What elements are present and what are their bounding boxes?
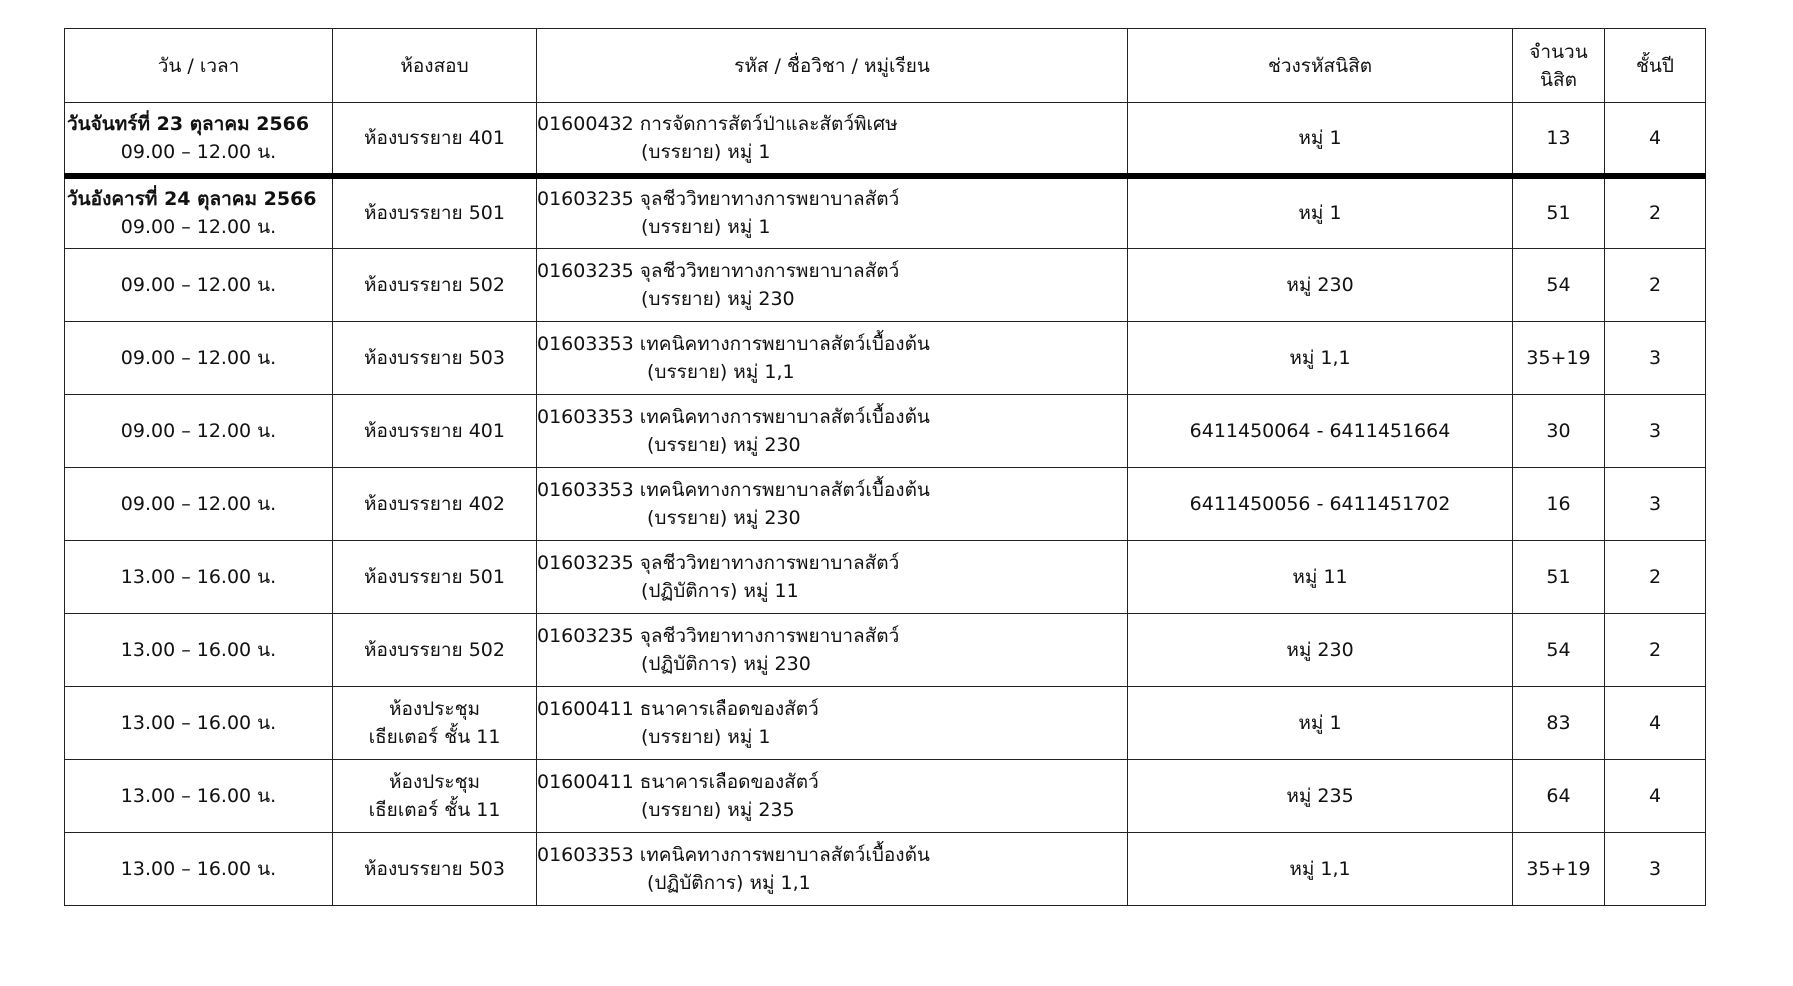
year-cell: 2 <box>1605 614 1706 687</box>
table-row <box>65 468 1706 541</box>
course-code-name: 01600411 ธนาคารเลือดของสัตว์ <box>537 698 819 720</box>
exam-time: 09.00 – 12.00 น. <box>120 347 277 369</box>
course-section: (ปฏิบัติการ) หมู่ 11 <box>641 580 799 602</box>
year-cell: 2 <box>1605 249 1706 322</box>
course-cell <box>537 249 1128 322</box>
exam-date: วันจันทร์ที่ 23 ตุลาคม 2566 <box>67 112 310 135</box>
id-range-cell: หมู่ 1 <box>1128 176 1513 249</box>
room-cell <box>333 760 537 833</box>
header-count-line1: จำนวน <box>1529 40 1588 63</box>
id-range-cell: หมู่ 230 <box>1128 249 1513 322</box>
room-cell <box>333 249 537 322</box>
room-name: ห้องประชุม <box>388 698 481 720</box>
datetime-cell <box>65 395 333 468</box>
exam-time: 09.00 – 12.00 น. <box>120 274 277 296</box>
course-code-name: 01603353 เทคนิคทางการพยาบาลสัตว์เบื้องต้น <box>537 844 930 866</box>
course-code-name: 01603353 เทคนิคทางการพยาบาลสัตว์เบื้องต้น <box>537 479 930 501</box>
exam-time: 09.00 – 12.00 น. <box>120 140 277 163</box>
room-cell <box>333 395 537 468</box>
datetime-cell <box>65 468 333 541</box>
course-cell <box>537 687 1128 760</box>
course-section: (บรรยาย) หมู่ 230 <box>647 507 801 529</box>
exam-time: 13.00 – 16.00 น. <box>120 858 277 880</box>
room-name: ห้องบรรยาย 503 <box>364 347 505 369</box>
student-count-cell: 54 <box>1513 614 1605 687</box>
room-cell <box>333 541 537 614</box>
room-name: ห้องบรรยาย 501 <box>364 566 505 588</box>
exam-time: 13.00 – 16.00 น. <box>120 785 277 807</box>
datetime-cell <box>65 833 333 906</box>
id-range-cell: หมู่ 1 <box>1128 103 1513 176</box>
datetime-cell <box>65 103 333 176</box>
table-row <box>65 614 1706 687</box>
room-name: ห้องบรรยาย 502 <box>364 639 505 661</box>
course-section: (บรรยาย) หมู่ 235 <box>641 799 795 821</box>
room-name: ห้องบรรยาย 503 <box>364 858 505 880</box>
year-cell: 3 <box>1605 468 1706 541</box>
header-count-line2: นิสิต <box>1540 68 1577 91</box>
room-cell <box>333 833 537 906</box>
datetime-cell <box>65 760 333 833</box>
header-datetime: วัน / เวลา <box>65 29 333 103</box>
student-count-cell: 13 <box>1513 103 1605 176</box>
datetime-cell <box>65 176 333 249</box>
table-row <box>65 541 1706 614</box>
year-cell: 3 <box>1605 395 1706 468</box>
course-cell <box>537 760 1128 833</box>
year-cell: 3 <box>1605 322 1706 395</box>
id-range-cell: หมู่ 235 <box>1128 760 1513 833</box>
course-cell <box>537 103 1128 176</box>
course-code-name: 01603353 เทคนิคทางการพยาบาลสัตว์เบื้องต้น <box>537 333 930 355</box>
course-section: (บรรยาย) หมู่ 230 <box>641 288 795 310</box>
year-cell: 3 <box>1605 833 1706 906</box>
datetime-cell <box>65 687 333 760</box>
course-section: (บรรยาย) หมู่ 230 <box>647 434 801 456</box>
student-count-cell: 51 <box>1513 176 1605 249</box>
room-cell <box>333 614 537 687</box>
id-range-cell: หมู่ 230 <box>1128 614 1513 687</box>
course-cell <box>537 468 1128 541</box>
course-cell <box>537 541 1128 614</box>
exam-time: 13.00 – 16.00 น. <box>120 566 277 588</box>
course-section: (ปฏิบัติการ) หมู่ 1,1 <box>647 872 811 894</box>
course-code-name: 01603235 จุลชีววิทยาทางการพยาบาลสัตว์ <box>537 552 900 574</box>
table-row <box>65 176 1706 249</box>
room-name: ห้องบรรยาย 402 <box>364 493 505 515</box>
header-room: ห้องสอบ <box>333 29 537 103</box>
header-course: รหัส / ชื่อวิชา / หมู่เรียน <box>537 29 1128 103</box>
id-range-cell: หมู่ 1,1 <box>1128 322 1513 395</box>
year-cell: 2 <box>1605 176 1706 249</box>
year-cell: 4 <box>1605 103 1706 176</box>
year-cell: 4 <box>1605 687 1706 760</box>
student-count-cell: 83 <box>1513 687 1605 760</box>
student-count-cell: 16 <box>1513 468 1605 541</box>
room-cell <box>333 176 537 249</box>
room-name: ห้องบรรยาย 502 <box>364 274 505 296</box>
student-count-cell: 35+19 <box>1513 322 1605 395</box>
course-cell <box>537 176 1128 249</box>
room-cell <box>333 468 537 541</box>
room-name: ห้องบรรยาย 401 <box>364 420 505 442</box>
course-section: (บรรยาย) หมู่ 1 <box>641 140 771 163</box>
student-count-cell: 51 <box>1513 541 1605 614</box>
course-cell <box>537 833 1128 906</box>
table-row <box>65 103 1706 176</box>
id-range-cell: หมู่ 1,1 <box>1128 833 1513 906</box>
datetime-cell <box>65 322 333 395</box>
exam-date: วันอังคารที่ 24 ตุลาคม 2566 <box>67 188 317 211</box>
exam-time: 13.00 – 16.00 น. <box>120 639 277 661</box>
table-row <box>65 833 1706 906</box>
id-range-cell: หมู่ 1 <box>1128 687 1513 760</box>
header-count <box>1513 29 1605 103</box>
id-range-cell: หมู่ 11 <box>1128 541 1513 614</box>
table-row <box>65 687 1706 760</box>
datetime-cell <box>65 614 333 687</box>
course-code-name: 01603235 จุลชีววิทยาทางการพยาบาลสัตว์ <box>537 188 900 211</box>
course-section: (ปฏิบัติการ) หมู่ 230 <box>641 653 811 675</box>
room-name: ห้องบรรยาย 401 <box>364 126 505 149</box>
course-section: (บรรยาย) หมู่ 1 <box>641 726 771 748</box>
exam-schedule-table <box>64 28 1706 906</box>
course-code-name: 01603235 จุลชีววิทยาทางการพยาบาลสัตว์ <box>537 260 900 282</box>
room-name-line2: เธียเตอร์ ชั้น 11 <box>368 726 501 748</box>
id-range-cell: 6411450064 - 6411451664 <box>1128 395 1513 468</box>
course-section: (บรรยาย) หมู่ 1 <box>641 216 771 239</box>
year-cell: 2 <box>1605 541 1706 614</box>
course-code-name: 01603235 จุลชีววิทยาทางการพยาบาลสัตว์ <box>537 625 900 647</box>
year-cell: 4 <box>1605 760 1706 833</box>
table-row <box>65 760 1706 833</box>
course-cell <box>537 614 1128 687</box>
table-row <box>65 322 1706 395</box>
course-cell <box>537 395 1128 468</box>
student-count-cell: 35+19 <box>1513 833 1605 906</box>
room-cell <box>333 103 537 176</box>
header-row <box>65 29 1706 103</box>
datetime-cell <box>65 541 333 614</box>
exam-time: 13.00 – 16.00 น. <box>120 712 277 734</box>
header-id-range: ช่วงรหัสนิสิต <box>1128 29 1513 103</box>
room-name-line2: เธียเตอร์ ชั้น 11 <box>368 799 501 821</box>
course-code-name: 01600411 ธนาคารเลือดของสัตว์ <box>537 771 819 793</box>
course-code-name: 01600432 การจัดการสัตว์ป่าและสัตว์พิเศษ <box>537 112 898 135</box>
course-code-name: 01603353 เทคนิคทางการพยาบาลสัตว์เบื้องต้น <box>537 406 930 428</box>
header-year: ชั้นปี <box>1605 29 1706 103</box>
student-count-cell: 64 <box>1513 760 1605 833</box>
datetime-cell <box>65 249 333 322</box>
table-row <box>65 249 1706 322</box>
course-section: (บรรยาย) หมู่ 1,1 <box>647 361 795 383</box>
exam-time: 09.00 – 12.00 น. <box>120 216 277 239</box>
table-row <box>65 395 1706 468</box>
student-count-cell: 30 <box>1513 395 1605 468</box>
id-range-cell: 6411450056 - 6411451702 <box>1128 468 1513 541</box>
room-name: ห้องประชุม <box>388 771 481 793</box>
room-cell <box>333 322 537 395</box>
student-count-cell: 54 <box>1513 249 1605 322</box>
room-name: ห้องบรรยาย 501 <box>364 202 505 225</box>
exam-time: 09.00 – 12.00 น. <box>120 420 277 442</box>
room-cell <box>333 687 537 760</box>
course-cell <box>537 322 1128 395</box>
exam-time: 09.00 – 12.00 น. <box>120 493 277 515</box>
